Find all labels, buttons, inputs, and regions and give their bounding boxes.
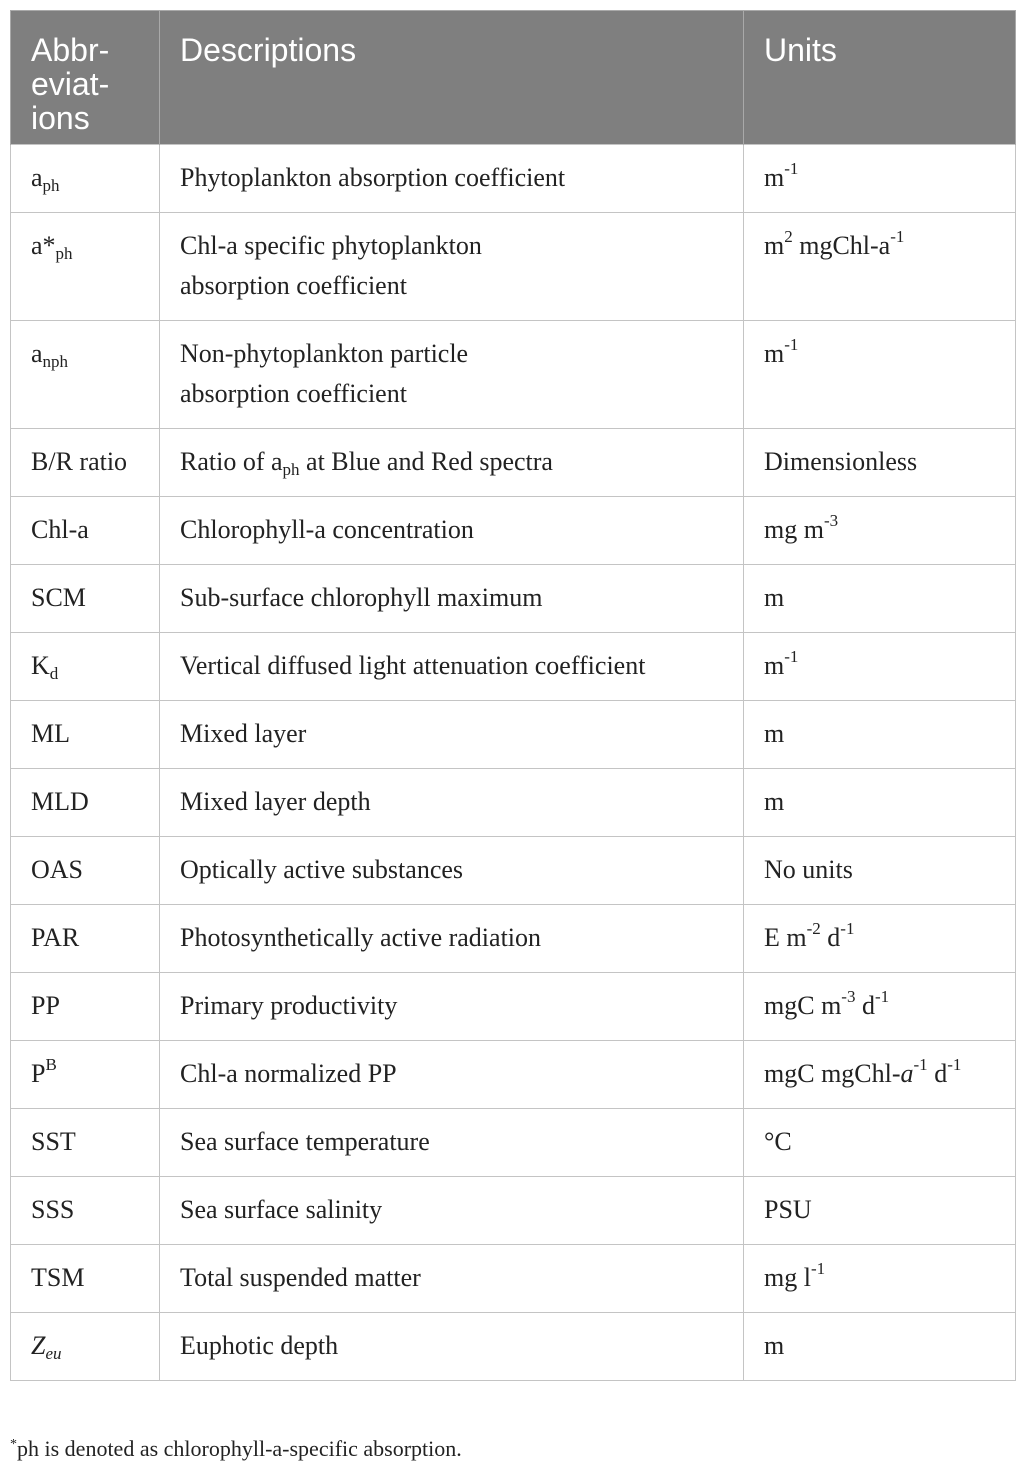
abbreviation-cell: Chl-a	[11, 497, 160, 565]
units-cell: Dimensionless	[744, 429, 1016, 497]
abbreviation-text: Z	[31, 1331, 46, 1360]
abbreviation-cell: OAS	[11, 837, 160, 905]
header-abbreviations-line3: ions	[31, 100, 90, 136]
table-row	[11, 1177, 1016, 1245]
units-cell	[744, 213, 1016, 321]
description-cell: Chl-a normalized PP	[160, 1041, 744, 1109]
units-text: E m	[764, 923, 807, 952]
description-cell: Mixed layer depth	[160, 769, 744, 837]
table-body	[11, 145, 1016, 1381]
units-cell	[744, 633, 1016, 701]
table-row	[11, 429, 1016, 497]
footnote-marker: *	[10, 1437, 17, 1452]
units-italic: a	[900, 1059, 914, 1088]
units-text: mgC mgChl-	[764, 1059, 901, 1088]
description-cell	[160, 213, 744, 321]
units-superscript: -1	[810, 1259, 826, 1278]
description-text: Ratio of a	[180, 447, 283, 476]
units-superscript: -1	[784, 159, 799, 178]
units-text: mg m	[764, 515, 824, 544]
abbreviation-cell: PP	[11, 973, 160, 1041]
units-cell: m	[744, 769, 1016, 837]
header-descriptions: Descriptions	[160, 11, 744, 145]
header-row	[11, 11, 1016, 145]
table-row	[11, 769, 1016, 837]
units-text: m	[764, 339, 785, 368]
units-cell: No units	[744, 837, 1016, 905]
units-cell: °C	[744, 1109, 1016, 1177]
units-cell	[744, 905, 1016, 973]
units-superscript: -1	[840, 919, 855, 938]
units-text: mgC m	[764, 991, 842, 1020]
units-cell	[744, 321, 1016, 429]
abbreviation-text: a	[31, 339, 43, 368]
description-cell: Sea surface salinity	[160, 1177, 744, 1245]
abbreviation-cell: SCM	[11, 565, 160, 633]
units-cell: m	[744, 701, 1016, 769]
description-cell: Optically active substances	[160, 837, 744, 905]
units-superscript: -3	[823, 511, 839, 530]
description-cell: Euphotic depth	[160, 1313, 744, 1381]
units-superscript: -1	[947, 1055, 962, 1074]
description-line: absorption coefficient	[180, 271, 407, 300]
table-row	[11, 633, 1016, 701]
units-text: d	[855, 991, 875, 1020]
units-cell	[744, 1041, 1016, 1109]
table-row	[11, 1313, 1016, 1381]
table-row	[11, 905, 1016, 973]
abbreviation-cell	[11, 145, 160, 213]
table-row	[11, 213, 1016, 321]
description-cell: Phytoplankton absorption coefficient	[160, 145, 744, 213]
description-cell	[160, 321, 744, 429]
table-row	[11, 1041, 1016, 1109]
description-text: at Blue and Red spectra	[299, 447, 553, 476]
abbreviation-text: K	[31, 651, 50, 680]
table-row	[11, 701, 1016, 769]
units-superscript: -1	[784, 647, 799, 666]
description-cell: Chlorophyll-a concentration	[160, 497, 744, 565]
units-cell	[744, 497, 1016, 565]
description-line: Non-phytoplankton particle	[180, 339, 469, 368]
abbreviation-subscript: ph	[42, 176, 60, 195]
abbreviation-subscript: d	[49, 664, 59, 683]
units-text: m	[764, 231, 785, 260]
units-text: m	[764, 163, 785, 192]
abbreviation-cell	[11, 633, 160, 701]
table-row	[11, 145, 1016, 213]
units-cell: m	[744, 565, 1016, 633]
units-superscript: -3	[841, 987, 856, 1006]
abbreviation-cell	[11, 321, 160, 429]
units-text: d	[820, 923, 841, 952]
abbreviation-subscript: eu	[45, 1344, 62, 1363]
abbreviation-cell: TSM	[11, 1245, 160, 1313]
units-text: mgChl-a	[792, 231, 891, 260]
abbreviation-cell: SSS	[11, 1177, 160, 1245]
abbreviation-text: P	[31, 1059, 46, 1088]
table-row	[11, 1245, 1016, 1313]
table-row	[11, 565, 1016, 633]
table-row	[11, 321, 1016, 429]
table-row	[11, 497, 1016, 565]
units-cell: PSU	[744, 1177, 1016, 1245]
description-cell: Total suspended matter	[160, 1245, 744, 1313]
units-superscript: -2	[806, 919, 821, 938]
abbreviation-cell	[11, 1041, 160, 1109]
abbreviation-cell: B/R ratio	[11, 429, 160, 497]
description-cell: Photosynthetically active radiation	[160, 905, 744, 973]
units-text: mg l	[764, 1263, 811, 1292]
units-superscript: -1	[913, 1055, 928, 1074]
header-abbreviations	[11, 11, 160, 145]
table-footnote	[10, 1434, 462, 1464]
table-row	[11, 837, 1016, 905]
abbreviation-cell: SST	[11, 1109, 160, 1177]
description-line: Chl-a specific phytoplankton	[180, 231, 482, 260]
units-superscript: -1	[890, 227, 905, 246]
units-superscript: -1	[784, 335, 799, 354]
abbreviations-table	[10, 10, 1016, 1381]
abbreviation-cell: PAR	[11, 905, 160, 973]
description-cell: Primary productivity	[160, 973, 744, 1041]
units-text: m	[764, 651, 785, 680]
abbreviation-text: a	[31, 163, 43, 192]
description-cell: Vertical diffused light attenuation coefficient	[160, 633, 744, 701]
abbreviation-cell: MLD	[11, 769, 160, 837]
units-cell	[744, 973, 1016, 1041]
description-cell: Sea surface temperature	[160, 1109, 744, 1177]
abbreviation-subscript: nph	[42, 352, 69, 371]
description-cell: Mixed layer	[160, 701, 744, 769]
description-line: absorption coefficient	[180, 379, 407, 408]
footnote-text: ph is denoted as chlorophyll-a-specific absorption.	[17, 1436, 462, 1461]
header-abbreviations-line1: Abbr-	[31, 32, 110, 68]
table-row	[11, 973, 1016, 1041]
units-superscript: -1	[874, 987, 890, 1006]
table-row	[11, 1109, 1016, 1177]
units-cell	[744, 1245, 1016, 1313]
abbreviations-table-container	[10, 10, 1015, 1381]
units-text: d	[927, 1059, 948, 1088]
units-cell	[744, 145, 1016, 213]
abbreviation-cell	[11, 213, 160, 321]
abbreviation-text: a*	[31, 231, 56, 260]
abbreviation-cell	[11, 1313, 160, 1381]
description-cell	[160, 429, 744, 497]
description-subscript: ph	[282, 460, 300, 479]
table-header	[11, 11, 1016, 145]
abbreviation-superscript: B	[45, 1055, 57, 1074]
units-cell: m	[744, 1313, 1016, 1381]
units-superscript: 2	[784, 227, 793, 246]
abbreviation-subscript: ph	[55, 244, 73, 263]
header-abbreviations-line2: eviat-	[31, 66, 110, 102]
abbreviation-cell: ML	[11, 701, 160, 769]
header-units: Units	[744, 11, 1016, 145]
description-cell: Sub-surface chlorophyll maximum	[160, 565, 744, 633]
